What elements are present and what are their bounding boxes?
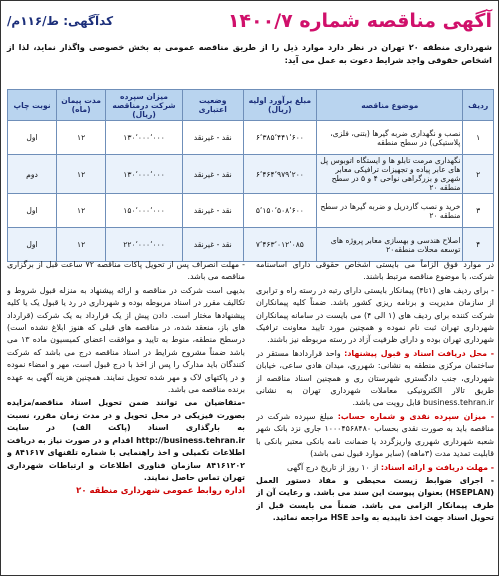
col-header-subject: موضوع مناقصه	[317, 90, 463, 121]
cell-row-number: ۲	[463, 155, 494, 194]
col-header-print-round: نوبت چاپ	[8, 90, 57, 121]
cell-row-number: ۱	[463, 121, 494, 155]
cell-deposit: ۱۵۰٬۰۰۰٬۰۰۰	[106, 194, 183, 228]
tender-table	[7, 89, 494, 262]
cell-print-round: اول	[8, 228, 57, 262]
cell-duration: ۱۲	[57, 121, 106, 155]
conditions-left-column	[7, 259, 245, 573]
cell-credit-status: نقد - غیرنقد	[182, 228, 243, 262]
table-row	[8, 121, 494, 155]
cell-row-number: ۳	[463, 194, 494, 228]
footer-signature: اداره روابط عمومی شهرداری منطقه ۲۰	[76, 486, 245, 497]
cell-print-round: اول	[8, 194, 57, 228]
col-header-deposit: میزان سپرده شرکت درمناقصه (ریال)	[106, 90, 183, 121]
col-header-estimate: مبلغ برآورد اولیه (ریال)	[243, 90, 316, 121]
conditions-section	[7, 259, 494, 573]
condition-paragraph: در موارد فوق الزاماً می بایستی اشخاص حقوقی دارای اساسنامه شرکت، با موضوع مناقصه مرتبط باشند.	[256, 260, 494, 282]
cell-estimate: ۵٬۱۵۰٬۵۰۸٬۶۰۰	[243, 194, 316, 228]
cell-estimate: ۶٬۳۸۵٬۴۴۱٬۶۰۰	[243, 121, 316, 155]
col-header-row-number: ردیف	[463, 90, 494, 121]
condition-paragraph: - محل دریافت اسناد و قبول پیشنهاد: واحد قراردادها مستقر در ساختمان مرکزی منطقه به نشانی: شهرری، میدان هادی ساعی، خیابان شهرداری، جنب دادگستری شهرستان ری و همچنین اسناد مناقصه از طریق تالار الکترونیکی معاملات شهرداری تهران به نشانی business.tehran.ir قابل رویت می باشد.	[256, 348, 494, 408]
table-header-row	[8, 90, 494, 121]
header	[1, 1, 498, 41]
cell-deposit: ۱۳۰٬۰۰۰٬۰۰۰	[106, 121, 183, 155]
cell-row-number: ۴	[463, 228, 494, 262]
cell-print-round: اول	[8, 121, 57, 155]
cell-duration: ۱۲	[57, 155, 106, 194]
cell-credit-status: نقد - غیرنقد	[182, 155, 243, 194]
table-row	[8, 155, 494, 194]
condition-paragraph: -متقاضیان می توانند ضمن تحویل اسناد مناقصه/مزایده بصورت فیزیکی در محل تحویل و در مدت زمان مقرر، نسبت به بارگذاری اسناد (پاکت الف) در سایت http://business.tehran.ir اقدام و در صورت نیاز به دریافت اطلاعات تکمیلی و اخذ راهنمایی با شماره تلفنهای ۸۴۱۶۱۷ و ۸۴۱۶۱۲۰۲ سازمان فناوری اطلاعات و ارتباطات شهرداری تهران تماس حاصل نمایند.	[7, 398, 245, 482]
cell-estimate: ۷٬۴۶۳٬۰۱۲٬۰۸۵	[243, 228, 316, 262]
cell-subject: نصب و نگهداری ضربه گیرها (بتنی، فلزی، پلاستیکی) در سطح منطقه	[317, 121, 463, 155]
cell-print-round: دوم	[8, 155, 57, 194]
condition-paragraph: بدیهی است شرکت در مناقصه و ارائه پیشنهاد به منزله قبول شروط و تکالیف مقرر در اسناد مربوطه بوده و شهرداری در رد یا قبول یک یا کلیه پیشنهادها مختار است. دادن پیش از یک قرارداد به یک شرکت (قرارداد های باز، منعقد شده، در مناقصه های قبلی که هنوز ابلاغ نشده است) درسطح منطقه، منوط به تایید و موافقت اعضای کمیسیون ماده ۱۳ می باشد ضمناً مشروح شرایط در اسناد مناقصه درج می باشد که شرکت کنندگان باید مدارک را پس از اخذ با درج قبول است، مهر و امضاء نموده و در پاکتهای لاک و مهر شده تحویل نمایند. همچنین هزینه آگهی به عهده برنده مناقصه می باشد.	[7, 285, 245, 395]
condition-paragraph: - مهلت انصراف پس از تحویل پاکات مناقصه ۷۲ ساعت قبل از برگزاری مناقصه می باشد.	[7, 260, 245, 282]
condition-paragraph: - میزان سپرده نقدی و شماره حساب: مبلغ سپرده شرکت در مناقصه باید به صورت نقدی بحساب ۱۰۰۰۴۵۶۸۴۸۰ جاری نزد بانک شهر شعبه شهرداری شهرری واریزگردد یا ضمانت نامه بانکی معتبر بانکی با قابلیت تمدید مدت (۳ماهه) (سایر موارد قبول نمی باشد)	[256, 411, 494, 459]
cell-subject: خرید و نصب گاردریل و ضربه گیرها در سطح منطقه ۲۰	[317, 194, 463, 228]
cell-deposit: ۱۳۰٬۰۰۰٬۰۰۰	[106, 155, 183, 194]
col-header-duration: مدت پیمان (ماه)	[57, 90, 106, 121]
condition-paragraph: - برای ردیف های (۱تا۴) پیمانکار بایستی دارای رتبه در رسته راه و ترابری از سازمان مدیریت و برنامه ریزی کشور باشد. ضمناً کلیه پیمانکاران شرکت کننده برای ردیف های (۱ الی ۴) می بایست در سامانه پیمانکاران شهرداری تهران ثبت نام نموده و همچنین مورد تایید معاونت ترافیک شهرداری تهران بوده و دارای ظرفیت آزاد در رسته مربوطه نیز باشند.	[256, 285, 494, 345]
condition-paragraph: - مهلت دریافت و ارائه اسناد: از ۱۰ روز از تاریخ درج آگهی	[287, 462, 494, 472]
cell-subject: نگهداری مرمت تابلو ها و ایستگاه اتوبوس پل های عابر پیاده و تجهیزات ترافیکی معابر شهری و بزرگراهی نواحی ۴ و ۵ در سطح منطقه ۲۰	[317, 155, 463, 194]
intro-text: شهرداری منطقه ۲۰ تهران در نظر دارد موارد ذیل را از طریق مناقصه عمومی به بخش خصوصی واگذار نماید، لذا از اشخاص حقوقی واجد شرایط دعوت به عمل می آید:	[7, 42, 492, 65]
cell-deposit: ۲۲۰٬۰۰۰٬۰۰۰	[106, 228, 183, 262]
ad-code: کدآگهی: ط/۱۱۶م/	[7, 14, 114, 28]
cell-duration: ۱۲	[57, 228, 106, 262]
table-row	[8, 194, 494, 228]
notice-title: آگهی مناقصه شماره ۱۴۰۰/۷	[227, 10, 492, 32]
cell-duration: ۱۲	[57, 194, 106, 228]
table-row	[8, 228, 494, 262]
cell-credit-status: نقد - غیرنقد	[182, 194, 243, 228]
cell-subject: اصلاح هندسی و بهسازی معابر پروژه های توسعه محلات منطقه۲۰	[317, 228, 463, 262]
cell-estimate: ۶٬۴۶۴٬۹۷۹٬۲۰۰	[243, 155, 316, 194]
col-header-credit-status: وضعیت اعتباری	[182, 90, 243, 121]
conditions-right-column	[256, 259, 494, 573]
cell-credit-status: نقد - غیرنقد	[182, 121, 243, 155]
condition-paragraph: - اجرای ضوابط زیست محیطی و مفاد دستور العمل (HSEPLAN) بعنوان پیوست این سند می باشد. و رعایت آن از طرف پیمانکار الزامی می باشد. ضمناً می بایست قبل از تحویل اسناد جهت اخذ تاییدیه به واحد HSE مراجعه نمائید.	[256, 475, 494, 523]
